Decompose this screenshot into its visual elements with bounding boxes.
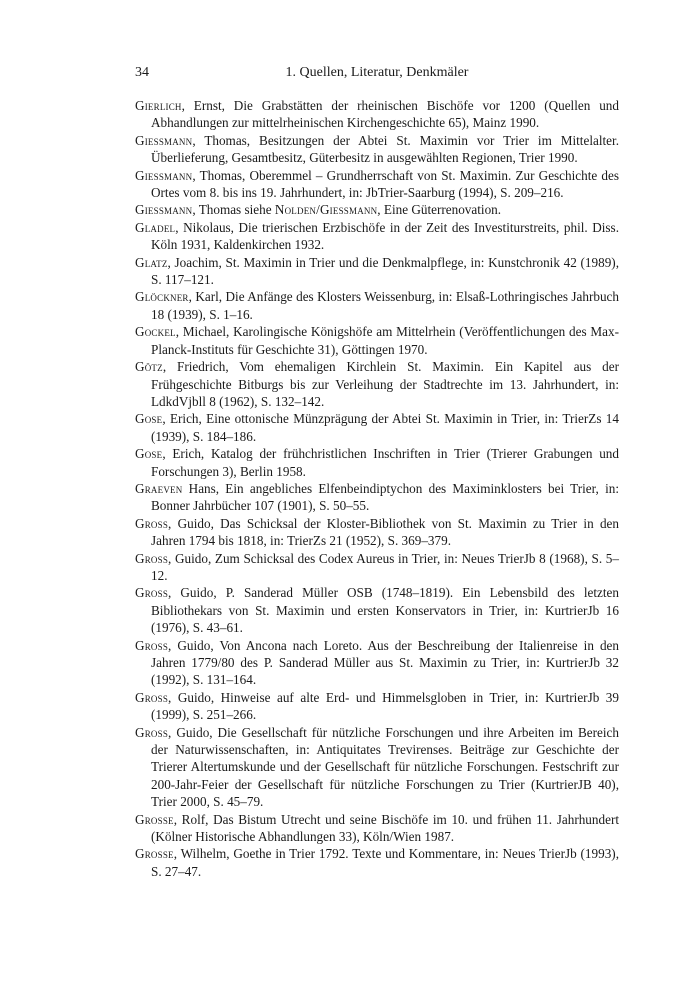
bibliography-entry	[135, 254, 619, 289]
entry-author: Gladel	[135, 219, 176, 235]
bibliography-entry	[135, 550, 619, 585]
running-head-title: 1. Quellen, Literatur, Denkmäler	[285, 65, 469, 80]
bibliography-entry	[135, 132, 619, 167]
bibliography-entry	[135, 323, 619, 358]
entry-text: , Wilhelm, Goethe in Trier 1792. Texte und Kommentare, in: Neues TrierJb (1993), S. 27–47.	[151, 846, 619, 879]
bibliography-entry	[135, 845, 619, 880]
bibliography-entry	[135, 97, 619, 132]
bibliography-entry	[135, 358, 619, 410]
bibliography-entry	[135, 689, 619, 724]
entry-text: Hans, Ein angebliches Elfenbeindiptychon des Maximinklosters bei Trier, in: Bonner Jahrbücher 107 (1901), S. 50–55.	[151, 480, 619, 514]
bibliography-entry	[135, 288, 619, 323]
entry-text: , Erich, Eine ottonische Münzprägung der Abtei St. Maximin in Trier, in: TrierZs 14 (1939), S. 184–186.	[151, 411, 619, 444]
entry-author: Giessmann	[135, 167, 193, 183]
bibliography-entry	[135, 167, 619, 202]
entry-text: , Guido, Von Ancona nach Loreto. Aus der Beschreibung der Italienreise in den Jahren 1779/80 des P. Sanderad Müller aus St. Maximin zu Trier, in: KurtrierJb 32 (1992), S. 131–164.	[151, 637, 619, 688]
entry-text: , Thomas siehe	[192, 202, 275, 218]
entry-text: , Karl, Die Anfänge des Klosters Weissenburg, in: Elsaß-Lothringisches Jahrbuch 18 (1939), S. 1–16.	[151, 289, 619, 322]
entry-author: Gross	[135, 637, 169, 653]
bibliography-entry	[135, 445, 619, 480]
entry-author: Gose	[135, 411, 163, 427]
entry-text: , Ernst, Die Grabstätten der rheinischen Bischöfe vor 1200 (Quellen und Abhandlungen zur mittelrheinischen Kirchengeschichte 65), Mainz 1990.	[151, 98, 619, 131]
entry-author: Gross	[135, 724, 169, 740]
entry-author: Gross	[135, 515, 169, 531]
entry-text: , Nikolaus, Die trierischen Erzbischöfe in der Zeit des Investiturstreits, phil. Diss. Köln 1931, Kaldenkirchen 1932.	[151, 219, 619, 253]
entry-text: , Michael, Karolingische Königshöfe am Mittelrhein (Veröffentlichungen des Max-Planck-Instituts für Geschichte 31), Göttingen 1970.	[151, 324, 619, 357]
entry-text-continued: , Eine Güterrenovation.	[377, 202, 502, 218]
entry-author: Gross	[135, 585, 169, 601]
entry-author: Glöckner	[135, 289, 189, 305]
entry-author: Gockel	[135, 324, 176, 340]
bibliography-entry	[135, 637, 619, 689]
entry-cross-ref-author: Nolden/Giessmann	[274, 202, 378, 218]
entry-author: Gose	[135, 446, 163, 462]
entry-text: , Guido, P. Sanderad Müller OSB (1748–1819). Ein Lebensbild des letzten Bibliothekars von St. Maximin und ersten Konservators in Trier, in: KurtrierJb 16 (1976), S. 43–61.	[151, 585, 619, 636]
entry-author: Götz	[135, 359, 163, 375]
entry-text: , Guido, Die Gesellschaft für nützliche Forschungen und ihre Arbeiten im Bereich der Naturwissenschaften, in: Antiquitates Trevirenses. Beiträge zur Geschichte der Trierer Altertumskunde und der Gesellschaft für nützliche Forschungen. Festschrift zur 200-Jahr-Feier der Gesellschaft für nützliche Forschungen zu Trier (KurtrierJB 40), Trier 2000, S. 45–79.	[151, 724, 619, 810]
entry-author: Giessmann	[135, 132, 193, 148]
entry-author: Graeven	[135, 480, 183, 496]
entry-text: , Joachim, St. Maximin in Trier und die Denkmalpflege, in: Kunstchronik 42 (1989), S. 117–121.	[151, 254, 619, 288]
entry-author: Grosse	[135, 846, 174, 862]
running-head	[135, 63, 619, 83]
entry-text: , Rolf, Das Bistum Utrecht und seine Bischöfe im 10. und frühen 11. Jahrhundert (Kölner Historische Abhandlungen 33), Köln/Wien 1987.	[151, 811, 619, 845]
entry-text: , Guido, Hinweise auf alte Erd- und Himmelsgloben in Trier, in: KurtrierJb 39 (1999), S. 251–266.	[151, 689, 619, 723]
entry-text: , Guido, Das Schicksal der Kloster-Bibliothek von St. Maximin zu Trier in den Jahren 1794 bis 1818, in: TrierZs 21 (1952), S. 369–379.	[151, 515, 619, 549]
entry-author: Glatz	[135, 254, 168, 270]
entry-author: Gross	[135, 689, 169, 705]
entry-text: , Friedrich, Vom ehemaligen Kirchlein St. Maximin. Ein Kapitel aus der Frühgeschichte Bitburgs bis zur Verleihung der Stadtrechte im 13. Jahrhundert, in: LdkdVjbll 8 (1962), S. 132–142.	[151, 359, 619, 409]
entry-author: Giessmann	[135, 202, 193, 218]
bibliography-entry	[135, 724, 619, 811]
entry-author: Grosse	[135, 811, 174, 827]
entry-author: Gierlich	[135, 98, 182, 113]
bibliography-entry	[135, 410, 619, 445]
bibliography-entry	[135, 811, 619, 846]
entry-text: , Guido, Zum Schicksal des Codex Aureus in Trier, in: Neues TrierJb 8 (1968), S. 5–12.	[151, 550, 619, 583]
bibliography-entry	[135, 219, 619, 254]
entry-text: , Erich, Katalog der frühchristlichen Inschriften in Trier (Trierer Grabungen und Forschungen 3), Berlin 1958.	[151, 446, 619, 479]
entry-author: Gross	[135, 550, 169, 566]
bibliography-entry	[135, 515, 619, 550]
bibliography-entry	[135, 480, 619, 515]
page-number: 34	[135, 65, 149, 80]
bibliography-list	[135, 97, 619, 880]
entry-text: , Thomas, Oberemmel – Grundherrschaft von St. Maximin. Zur Geschichte des Ortes vom 8. bis ins 19. Jahrhundert, in: JbTrier-Saarburg (1994), S. 209–216.	[151, 167, 619, 201]
bibliography-entry	[135, 201, 619, 218]
bibliography-entry	[135, 584, 619, 636]
entry-text: , Thomas, Besitzungen der Abtei St. Maximin vor Trier im Mittelalter. Überlieferung, Gesamtbesitz, Güterbesitz in ausgewählten Regionen, Trier 1990.	[151, 132, 619, 166]
